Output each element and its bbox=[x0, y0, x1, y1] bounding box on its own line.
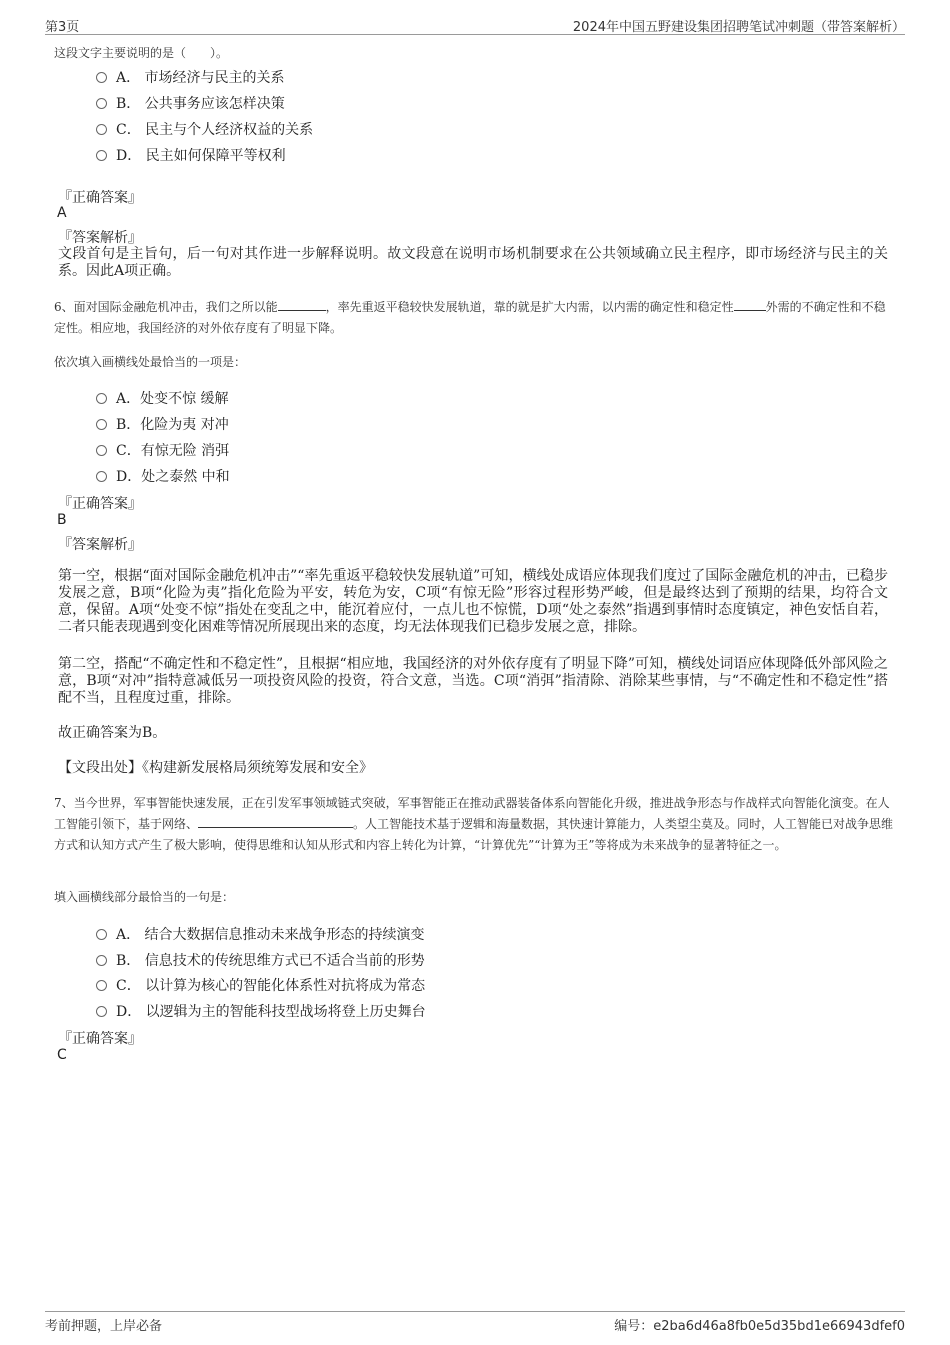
q7-option-a[interactable]: A． 结合大数据信息推动未来战争形态的持续演变 bbox=[96, 924, 425, 944]
radio-icon[interactable] bbox=[96, 419, 107, 430]
q6-option-b[interactable]: B．化险为夷 对冲 bbox=[96, 414, 229, 434]
q7-option-d[interactable]: D． 以逻辑为主的智能科技型战场将登上历史舞台 bbox=[96, 1001, 426, 1021]
radio-icon[interactable] bbox=[96, 980, 107, 991]
radio-icon[interactable] bbox=[96, 1006, 107, 1017]
radio-icon[interactable] bbox=[96, 72, 107, 83]
q6-answer-label: 『正确答案』 bbox=[58, 496, 142, 512]
page-header bbox=[45, 14, 905, 35]
q5-analysis-label: 『答案解析』 bbox=[58, 230, 142, 246]
q6-instruction: 依次填入画横线处最恰当的一项是： bbox=[54, 355, 247, 369]
radio-icon[interactable] bbox=[96, 471, 107, 482]
q5-option-d[interactable]: D． 民主如何保障平等权利 bbox=[96, 145, 286, 165]
footer-slogan: 考前押题，上岸必备 bbox=[45, 1319, 163, 1334]
q6-option-d[interactable]: D．处之泰然 中和 bbox=[96, 466, 230, 486]
page-number: 第3页 bbox=[45, 20, 80, 35]
radio-icon[interactable] bbox=[96, 445, 107, 456]
q7-answer: C bbox=[57, 1047, 67, 1063]
q6-answer: B bbox=[57, 512, 67, 528]
blank-line bbox=[734, 298, 766, 311]
document-title: 2024年中国五野建设集团招聘笔试冲刺题（带答案解析） bbox=[572, 20, 905, 35]
q6-analysis-para-2: 第二空，搭配“不确定性和不稳定性”，且根据“相应地，我国经济的对外依存度有了明显下降”可知，横线处词语应体现降低外部风险之意，B项“对冲”指特意减低另一项投资风险的投资，符合文意，当选。C项“消弭”指清除、消除某些事情，与“不确定性和不稳定性”搭配不当，且程度过重，排除。 bbox=[58, 656, 888, 706]
q7-option-b[interactable]: B． 信息技术的传统思维方式已不适合当前的形势 bbox=[96, 950, 425, 970]
q5-stem: 这段文字主要说明的是（ ）。 bbox=[54, 46, 229, 60]
q6-conclusion: 故正确答案为B。 bbox=[58, 725, 167, 741]
q7-option-c[interactable]: C． 以计算为核心的智能化体系性对抗将成为常态 bbox=[96, 975, 425, 995]
q6-source: 【文段出处】《构建新发展格局须统筹发展和安全》 bbox=[58, 760, 373, 776]
blank-line bbox=[198, 815, 353, 828]
radio-icon[interactable] bbox=[96, 955, 107, 966]
q5-answer: A bbox=[57, 205, 67, 221]
q7-instruction: 填入画横线部分最恰当的一句是： bbox=[54, 890, 235, 904]
q6-analysis-para-1: 第一空，根据“面对国际金融危机冲击”“率先重返平稳较快发展轨道”可知，横线处成语应体现我们度过了国际金融危机的冲击，已稳步发展之意，B项“化险为夷”指化危险为平安，转危为安，C项“有惊无险”形容过程形势严峻，但是最终达到了预期的结果，均符合文意，保留。A项“处变不惊”指处在变乱之中，能沉着应付，一点儿也不惊慌，D项“处之泰然”指遇到事情时态度镇定，神色安恬自若，二者只能表现遇到变化困难等情况所展现出来的态度，均无法体现我们已稳步发展之意，排除。 bbox=[58, 568, 888, 635]
document-code: 编号：e2ba6d46a8fb0e5d35bd1e66943dfef0 bbox=[614, 1319, 905, 1334]
page-footer bbox=[45, 1311, 905, 1334]
radio-icon[interactable] bbox=[96, 150, 107, 161]
radio-icon[interactable] bbox=[96, 393, 107, 404]
q6-stem: 6、面对国际金融危机冲击，我们之所以能 ，率先重返平稳较快发展轨道，靠的就是扩大内需，以内需的确定性和稳定性 外需的不确定性和不稳定性。相应地，我国经济的对外依存度有了明显下降。 bbox=[54, 300, 886, 335]
q5-option-c[interactable]: C． 民主与个人经济权益的关系 bbox=[96, 119, 313, 139]
q7-answer-label: 『正确答案』 bbox=[58, 1031, 142, 1047]
q6-option-a[interactable]: A．处变不惊 缓解 bbox=[96, 388, 229, 408]
radio-icon[interactable] bbox=[96, 98, 107, 109]
radio-icon[interactable] bbox=[96, 929, 107, 940]
q7-stem: 7、当今世界，军事智能快速发展，正在引发军事领域链式突破，军事智能正在推动武器装备体系向智能化升级，推进战争形态与作战样式向智能化演变。在人工智能引领下，基于网络、 。人工智能技术基于逻辑和海量数据，其快速计算能力，人类望尘莫及。同时，人工智能已对战争思维方式和认知方式产生了极大影响，使得思维和认知从形式和内容上转化为计算，“计算优先”“计算为王”等将成为未来战争的显著特征之一。 bbox=[54, 796, 894, 852]
q5-answer-label: 『正确答案』 bbox=[58, 190, 142, 206]
q6-option-c[interactable]: C．有惊无险 消弭 bbox=[96, 440, 229, 460]
blank-line bbox=[278, 298, 326, 311]
q5-option-a[interactable]: A． 市场经济与民主的关系 bbox=[96, 67, 285, 87]
q6-analysis-label: 『答案解析』 bbox=[58, 537, 142, 553]
q5-option-b[interactable]: B． 公共事务应该怎样决策 bbox=[96, 93, 285, 113]
q5-analysis: 文段首句是主旨句，后一句对其作进一步解释说明。故文段意在说明市场机制要求在公共领域确立民主程序，即市场经济与民主的关系。因此A项正确。 bbox=[58, 246, 888, 279]
radio-icon[interactable] bbox=[96, 124, 107, 135]
